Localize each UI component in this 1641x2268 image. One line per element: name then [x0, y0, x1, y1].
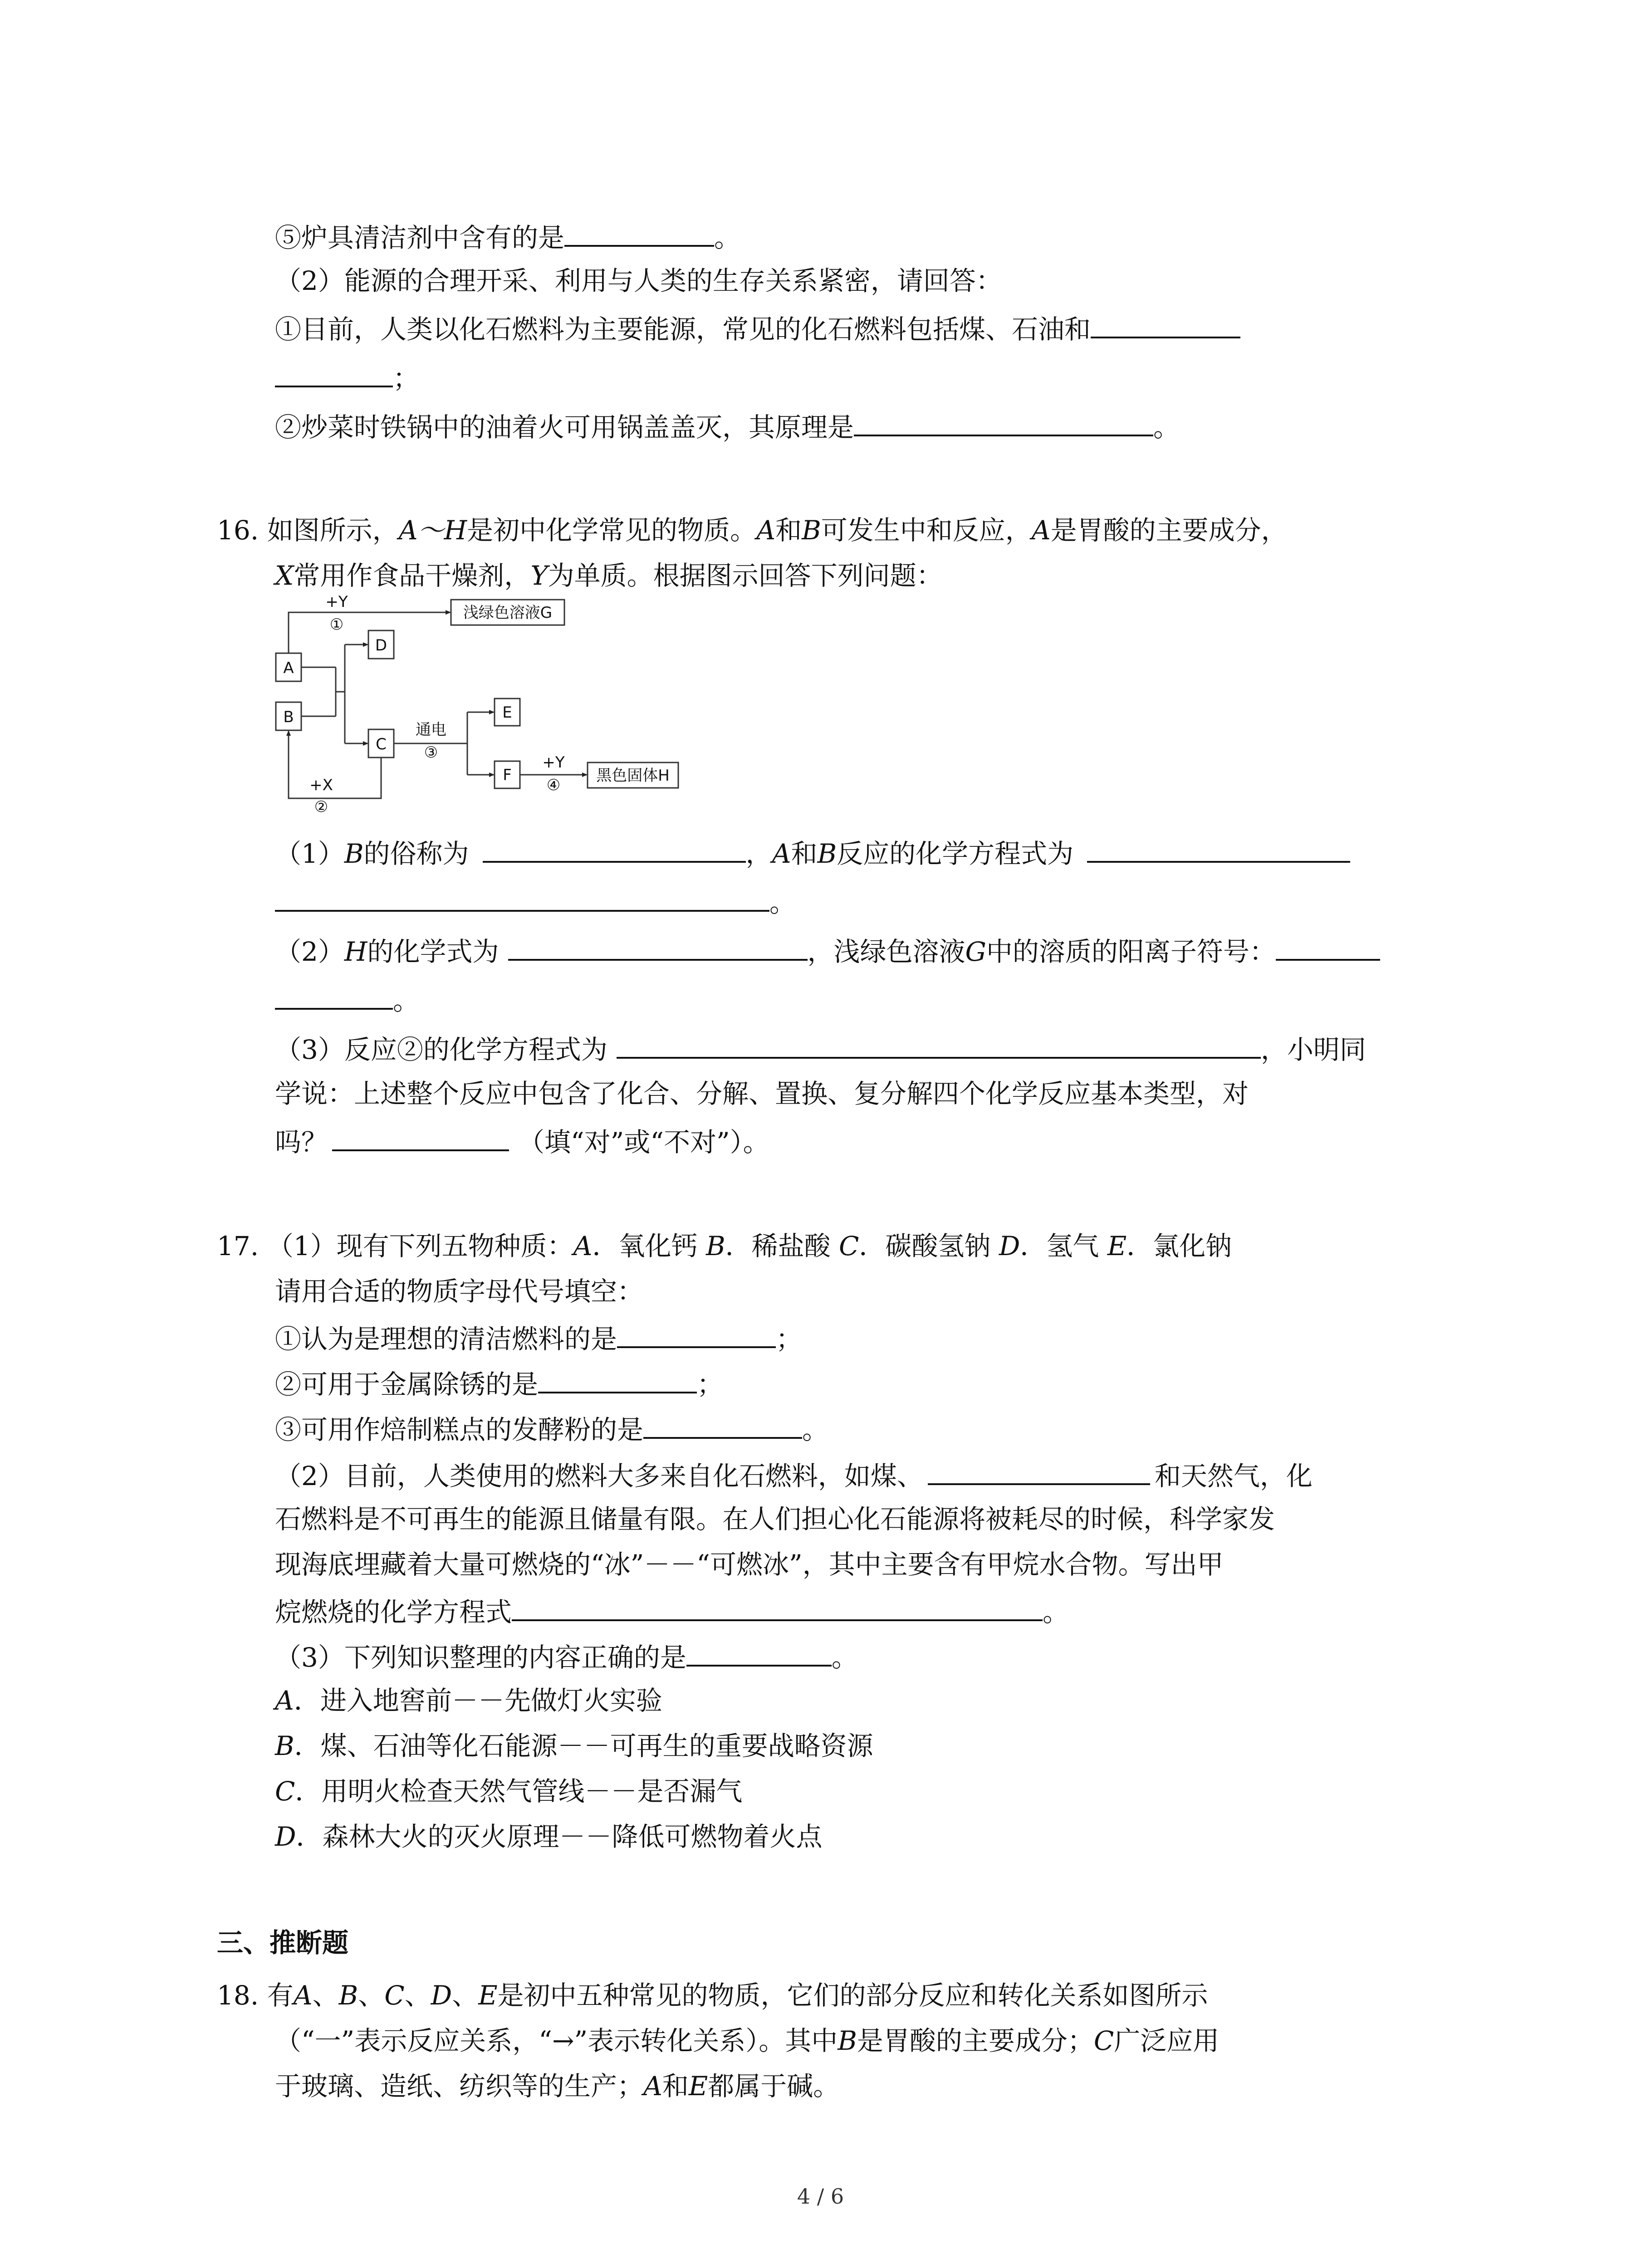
svg-text:黑色固体H: 黑色固体H — [596, 767, 670, 785]
q15-sub1: ①目前，人类以化石燃料为主要能源，常见的化石燃料包括煤、石油和 — [275, 309, 1240, 347]
answer-blank[interactable] — [617, 1030, 1261, 1059]
q17-sub1: ①认为是理想的清洁燃料的是 ； — [275, 1319, 802, 1357]
answer-blank[interactable] — [332, 1122, 509, 1151]
svg-text:E: E — [502, 704, 512, 722]
q17-part2-line3: 现海底埋藏着大量可燃烧的“冰”－－“可燃冰”，其中主要含有甲烷水合物。写出甲 — [275, 1549, 1224, 1580]
q15-item5: ⑤炉具清洁剂中含有的是 。 — [275, 218, 740, 255]
q15-sub1-cont: ； — [275, 358, 419, 396]
answer-blank[interactable] — [275, 981, 393, 1010]
answer-blank[interactable] — [686, 1637, 832, 1667]
svg-text:+Y: +Y — [325, 594, 348, 611]
q16-part3-line3: 吗？ （填“对”或“不对”）。 — [275, 1122, 769, 1160]
svg-text:F: F — [503, 766, 512, 784]
svg-text:③: ③ — [424, 743, 438, 762]
q17-choice-c[interactable]: C．用明火检查天然气管线－－是否漏气 — [275, 1776, 743, 1807]
answer-blank[interactable] — [538, 1364, 697, 1393]
q17-part2: （2）目前，人类使用的燃料大多来自化石燃料，如煤、 和天然气，化 — [275, 1456, 1313, 1494]
answer-blank[interactable] — [617, 1319, 776, 1348]
answer-blank[interactable] — [928, 1456, 1150, 1485]
q17-sub2: ②可用于金属除锈的是 ； — [275, 1364, 723, 1402]
q17-part2-line2: 石燃料是不可再生的能源且储量有限。在人们担心化石能源将被耗尽的时候，科学家发 — [275, 1504, 1275, 1535]
q16-part2: （2）H的化学式为 ，浅绿色溶液G中的溶质的阳离子符号： — [275, 932, 1380, 969]
page-number: 4 / 6 — [797, 2184, 844, 2209]
answer-blank[interactable] — [275, 358, 393, 387]
q16-stem-line2: X常用作食品干燥剂，Y为单质。根据图示回答下列问题： — [275, 560, 943, 591]
q17-part3: （3）下列知识整理的内容正确的是 。 — [275, 1637, 858, 1675]
svg-text:C: C — [376, 735, 387, 753]
answer-blank[interactable] — [564, 218, 714, 247]
q17-sub3: ③可用作焙制糕点的发酵粉的是 。 — [275, 1410, 828, 1447]
q15-sub2: ②炒菜时铁锅中的油着火可用锅盖盖灭，其原理是 。 — [275, 407, 1180, 445]
q17-instruction: 请用合适的物质字母代号填空： — [275, 1276, 644, 1307]
answer-blank[interactable] — [508, 932, 808, 961]
svg-text:④: ④ — [546, 776, 561, 794]
answer-blank[interactable] — [275, 883, 769, 912]
q18-line1: 18. 有A、B、C、D、E是初中五种常见的物质，它们的部分反应和转化关系如图所示 — [217, 1980, 1208, 2011]
svg-text:浅绿色溶液G: 浅绿色溶液G — [463, 604, 553, 622]
answer-blank[interactable] — [854, 407, 1153, 436]
q16-part3-line2: 学说：上述整个反应中包含了化合、分解、置换、复分解四个化学反应基本类型，对 — [275, 1078, 1249, 1109]
q17-choice-a[interactable]: A．进入地窖前－－先做灯火实验 — [275, 1685, 662, 1716]
q18-line3: 于玻璃、造纸、纺织等的生产；A和E都属于碱。 — [275, 2071, 840, 2102]
reaction-flow-diagram — [268, 594, 721, 830]
q16-part2-cont: 。 — [275, 981, 419, 1018]
q16-part1: （1）B的俗称为 ，A和B反应的化学方程式为 — [275, 834, 1350, 871]
q16-part1-cont: 。 — [275, 883, 796, 920]
svg-text:①: ① — [329, 616, 344, 634]
svg-text:+X: +X — [309, 776, 333, 794]
svg-text:通电: 通电 — [416, 721, 446, 739]
answer-blank[interactable] — [1087, 834, 1350, 863]
answer-blank[interactable] — [1091, 309, 1240, 338]
answer-blank[interactable] — [512, 1592, 1043, 1621]
svg-text:B: B — [283, 708, 294, 726]
svg-text:+Y: +Y — [542, 753, 565, 772]
q17-part2-line4: 烷燃烧的化学方程式 。 — [275, 1592, 1069, 1630]
q16-part3: （3）反应②的化学方程式为 ，小明同 — [275, 1030, 1366, 1067]
q17-part1: 17. （1）现有下列五物种质：A．氧化钙 B．稀盐酸 C．碳酸氢钠 D．氢气 E．氯化钠 — [217, 1231, 1232, 1261]
q15-part2: （2）能源的合理开采、利用与人类的生存关系紧密，请回答： — [275, 265, 1002, 296]
answer-blank[interactable] — [643, 1410, 802, 1439]
answer-blank[interactable] — [1276, 932, 1380, 961]
answer-blank[interactable] — [483, 834, 746, 863]
q17-choice-d[interactable]: D．森林大火的灭火原理－－降低可燃物着火点 — [275, 1821, 823, 1852]
q18-line2: （“一”表示反应关系，“→”表示转化关系）。其中B是胃酸的主要成分；C广泛应用 — [275, 2025, 1220, 2056]
q16-stem-line1: 16. 如图所示，A～H是初中化学常见的物质。A和B可发生中和反应，A是胃酸的主要成分， — [217, 515, 1288, 546]
q17-choice-b[interactable]: B．煤、石油等化石能源－－可再生的重要战略资源 — [275, 1730, 873, 1761]
svg-text:②: ② — [314, 798, 328, 816]
svg-text:A: A — [283, 659, 294, 677]
svg-text:D: D — [375, 636, 387, 655]
section-heading: 三、推断题 — [217, 1927, 349, 1958]
